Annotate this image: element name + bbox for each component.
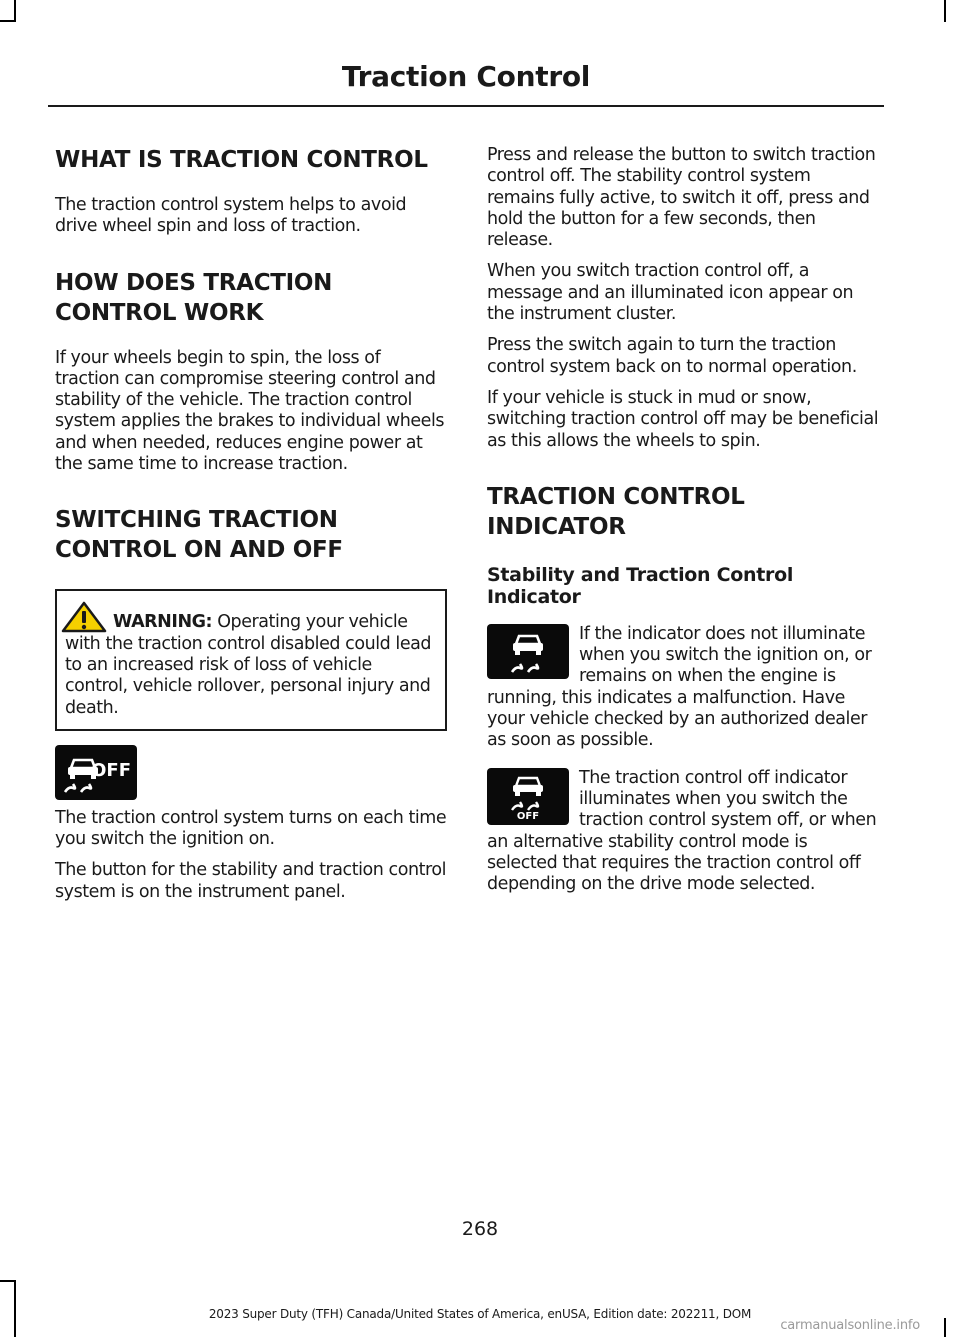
- skidding-car-icon: [498, 770, 558, 814]
- traction-control-indicator-icon: [487, 624, 569, 679]
- heading-switch-line-2: CONTROL ON AND OFF: [55, 537, 343, 564]
- right-column: [487, 145, 879, 905]
- page-title: Traction Control: [341, 60, 591, 93]
- paragraph-stuck: If your vehicle is stuck in mud or snow, switching traction control off may be beneficial as this allows the wheels to spin.: [487, 387, 879, 451]
- paragraph-what: The traction control system helps to avoid drive wheel spin and loss of traction.: [55, 195, 407, 237]
- off-label: OFF: [91, 759, 131, 781]
- heading-switch-line-1: SWITCHING TRACTION: [55, 507, 338, 534]
- page-number: 268: [461, 1218, 499, 1240]
- crop-mark-bottom-left-h: [0, 1280, 16, 1282]
- heading-indicator-line-2: INDICATOR: [487, 513, 626, 540]
- indicator-block: [487, 624, 879, 768]
- heading-what-is-traction-control: WHAT IS TRACTION CONTROL: [55, 147, 428, 173]
- paragraph-press-release: Press and release the button to switch traction control off. The stability control system remains fully active, to switch it off, press and hold the button for a few seconds, then release.: [487, 145, 876, 251]
- crop-mark-top-right: [944, 0, 946, 22]
- header-rule: [48, 105, 884, 107]
- crop-mark-top-left-h: [0, 20, 16, 22]
- warning-box: [55, 589, 447, 730]
- paragraph-indicator: If the indicator does not illuminate when you switch the ignition on, or remains on when the engine is running, this indicates a malfunction. Have your vehicle checked by an authorized dealer as soon as possible.: [487, 623, 872, 751]
- heading-traction-control-indicator: [487, 482, 879, 542]
- skidding-car-icon: [498, 626, 558, 678]
- warning-triangle-icon: [61, 601, 107, 633]
- small-off-label: OFF: [516, 810, 540, 822]
- watermark: carmanualsonline.info: [780, 1318, 920, 1333]
- left-column: [55, 145, 447, 913]
- paragraph-button-location: The button for the stability and traction control system is on the instrument panel.: [55, 860, 447, 902]
- paragraph-off-indicator: The traction control off indicator illuminates when you switch the traction control system off, or when an alternative stability control mode is selected that requires the traction control off depending on the drive mode selected.: [487, 767, 877, 895]
- heading-how-line-2: CONTROL WORK: [55, 299, 264, 326]
- crop-mark-top-left: [14, 0, 16, 22]
- heading-indicator-line-1: TRACTION CONTROL: [487, 483, 745, 510]
- paragraph-how: If your wheels begin to spin, the loss of traction can compromise steering control and stability of the vehicle. The traction control system applies the brakes to individual wheels and when needed, reduces engine power at the same time to increase traction.: [55, 347, 445, 475]
- off-indicator-block: [487, 768, 879, 906]
- heading-switching-traction-control: [55, 505, 447, 565]
- subheading-stability-indicator: Stability and Traction Control Indicator: [487, 563, 794, 608]
- heading-how-does-traction-control-work: [55, 268, 447, 328]
- paragraph-message: When you switch traction control off, a message and an illuminated icon appear on the instrument cluster.: [487, 261, 854, 325]
- warning-text: Operating your vehicle with the traction control disabled could lead to an increased risk of loss of vehicle control, vehicle rollover, personal injury and death.: [65, 612, 432, 718]
- warning-paragraph: [65, 601, 437, 718]
- edition-footer: 2023 Super Duty (TFH) Canada/United States of America, enUSA, Edition date: 202211, DOM: [208, 1307, 752, 1321]
- traction-control-off-indicator-icon: [487, 768, 569, 825]
- warning-label: WARNING:: [113, 612, 213, 633]
- traction-control-off-icon: [55, 745, 137, 800]
- heading-how-line-1: HOW DOES TRACTION: [55, 269, 333, 296]
- paragraph-turns-on: The traction control system turns on each time you switch the ignition on.: [55, 807, 447, 850]
- paragraph-press-again: Press the switch again to turn the traction control system back on to normal operation.: [487, 335, 857, 377]
